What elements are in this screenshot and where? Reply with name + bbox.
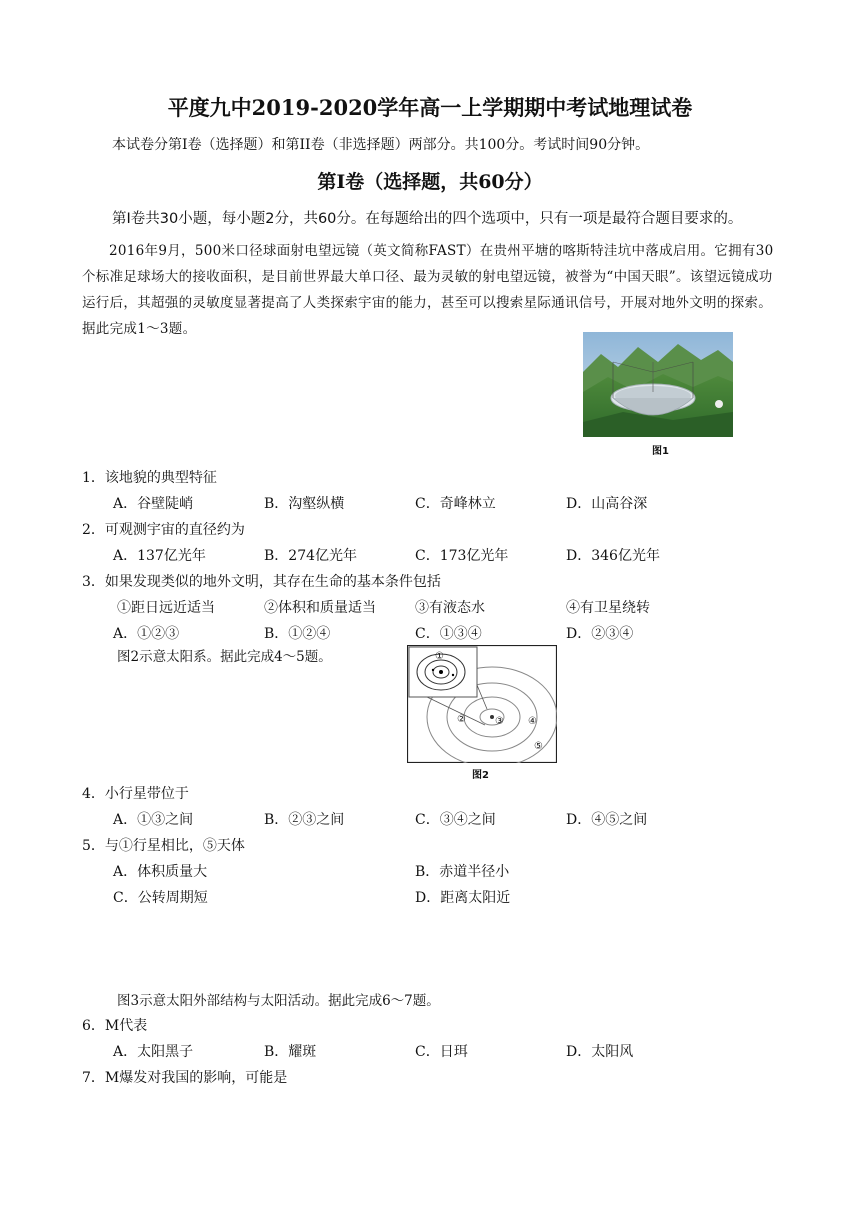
question-5-option-d: D．距离太阳近 — [415, 890, 511, 906]
figure-1-caption: 图1 — [652, 446, 669, 457]
question-3-option-d: D．②③④ — [566, 626, 634, 642]
figure-2-label-2: ② — [457, 714, 466, 725]
figure-2-label-5: ⑤ — [534, 741, 543, 752]
question-2-option-b: B．274亿光年 — [264, 548, 358, 564]
passage-solar-system: 图2示意太阳系。据此完成4～5题。 — [117, 649, 332, 665]
question-1-option-a: A．谷壁陡峭 — [113, 496, 194, 512]
figure-2-label-4: ④ — [528, 716, 537, 727]
figure-2-solar-system-diagram — [407, 645, 557, 763]
section-heading: 第I卷（选择题，共60分） — [317, 171, 543, 193]
question-4-option-b: B．②③之间 — [264, 812, 345, 828]
question-3-statement-4: ④有卫星绕转 — [566, 600, 650, 616]
question-6-option-a: A．太阳黑子 — [113, 1044, 194, 1060]
question-4-option-d: D．④⑤之间 — [566, 812, 648, 828]
figure-1-fast-telescope-image — [583, 332, 733, 437]
question-4-stem: 4．小行星带位于 — [82, 786, 189, 802]
question-6-option-c: C．日珥 — [415, 1044, 468, 1060]
question-2-stem: 2．可观测宇宙的直径约为 — [82, 522, 245, 538]
figure-2-label-3: ③ — [495, 716, 504, 727]
question-3-option-c: C．①③④ — [415, 626, 482, 642]
figure-2-label-1: ① — [435, 651, 444, 662]
passage-fast-text: 2016年9月，500米口径球面射电望远镜（英文简称FAST）在贵州平塘的喀斯特洼坑中落成启用。它拥有30个标准足球场大的接收面积，是目前世界最大单口径、最为灵敏的射电望远镜，被誉为“中国天眼”。该望远镜成功运行后，其超强的灵敏度显著提高了人类探索宇宙的能力，甚至可以搜索星际通讯信号，开展对地外文明的探索。据此完成1～3题。 — [82, 243, 774, 337]
question-2-option-c: C．173亿光年 — [415, 548, 509, 564]
exam-intro: 本试卷分第I卷（选择题）和第II卷（非选择题）两部分。共100分。考试时间90分钟。 — [112, 137, 650, 153]
exam-title: 平度九中2019-2020学年高一上学期期中考试地理试卷 — [167, 95, 693, 120]
question-6-option-d: D．太阳风 — [566, 1044, 634, 1060]
question-4-option-a: A．①③之间 — [113, 812, 194, 828]
question-6-option-b: B．耀斑 — [264, 1044, 317, 1060]
question-3-statement-1: ①距日远近适当 — [117, 600, 215, 616]
question-1-option-d: D．山高谷深 — [566, 496, 648, 512]
question-5-stem: 5．与①行星相比，⑤天体 — [82, 838, 245, 854]
question-1-stem: 1．该地貌的典型特征 — [82, 470, 217, 486]
question-3-option-a: A．①②③ — [113, 626, 180, 642]
question-6-stem: 6．M代表 — [82, 1018, 148, 1034]
question-5-option-c: C．公转周期短 — [113, 890, 208, 906]
section-instructions: 第I卷共30小题，每小题2分，共60分。在每题给出的四个选项中，只有一项是最符合题目要求的。 — [112, 211, 743, 227]
figure-2-caption: 图2 — [472, 770, 489, 781]
question-3-statement-3: ③有液态水 — [415, 600, 485, 616]
question-2-option-d: D．346亿光年 — [566, 548, 660, 564]
question-1-option-c: C．奇峰林立 — [415, 496, 496, 512]
question-5-option-a: A．体积质量大 — [113, 864, 208, 880]
question-4-option-c: C．③④之间 — [415, 812, 496, 828]
passage-sun-structure: 图3示意太阳外部结构与太阳活动。据此完成6～7题。 — [117, 993, 440, 1009]
question-3-statement-2: ②体积和质量适当 — [264, 600, 376, 616]
passage-fast — [82, 238, 782, 342]
question-5-option-b: B．赤道半径小 — [415, 864, 510, 880]
question-1-option-b: B．沟壑纵横 — [264, 496, 345, 512]
question-3-option-b: B．①②④ — [264, 626, 331, 642]
question-3-stem: 3．如果发现类似的地外文明，其存在生命的基本条件包括 — [82, 574, 441, 590]
question-2-option-a: A．137亿光年 — [113, 548, 206, 564]
question-7-stem: 7．M爆发对我国的影响，可能是 — [82, 1070, 288, 1086]
